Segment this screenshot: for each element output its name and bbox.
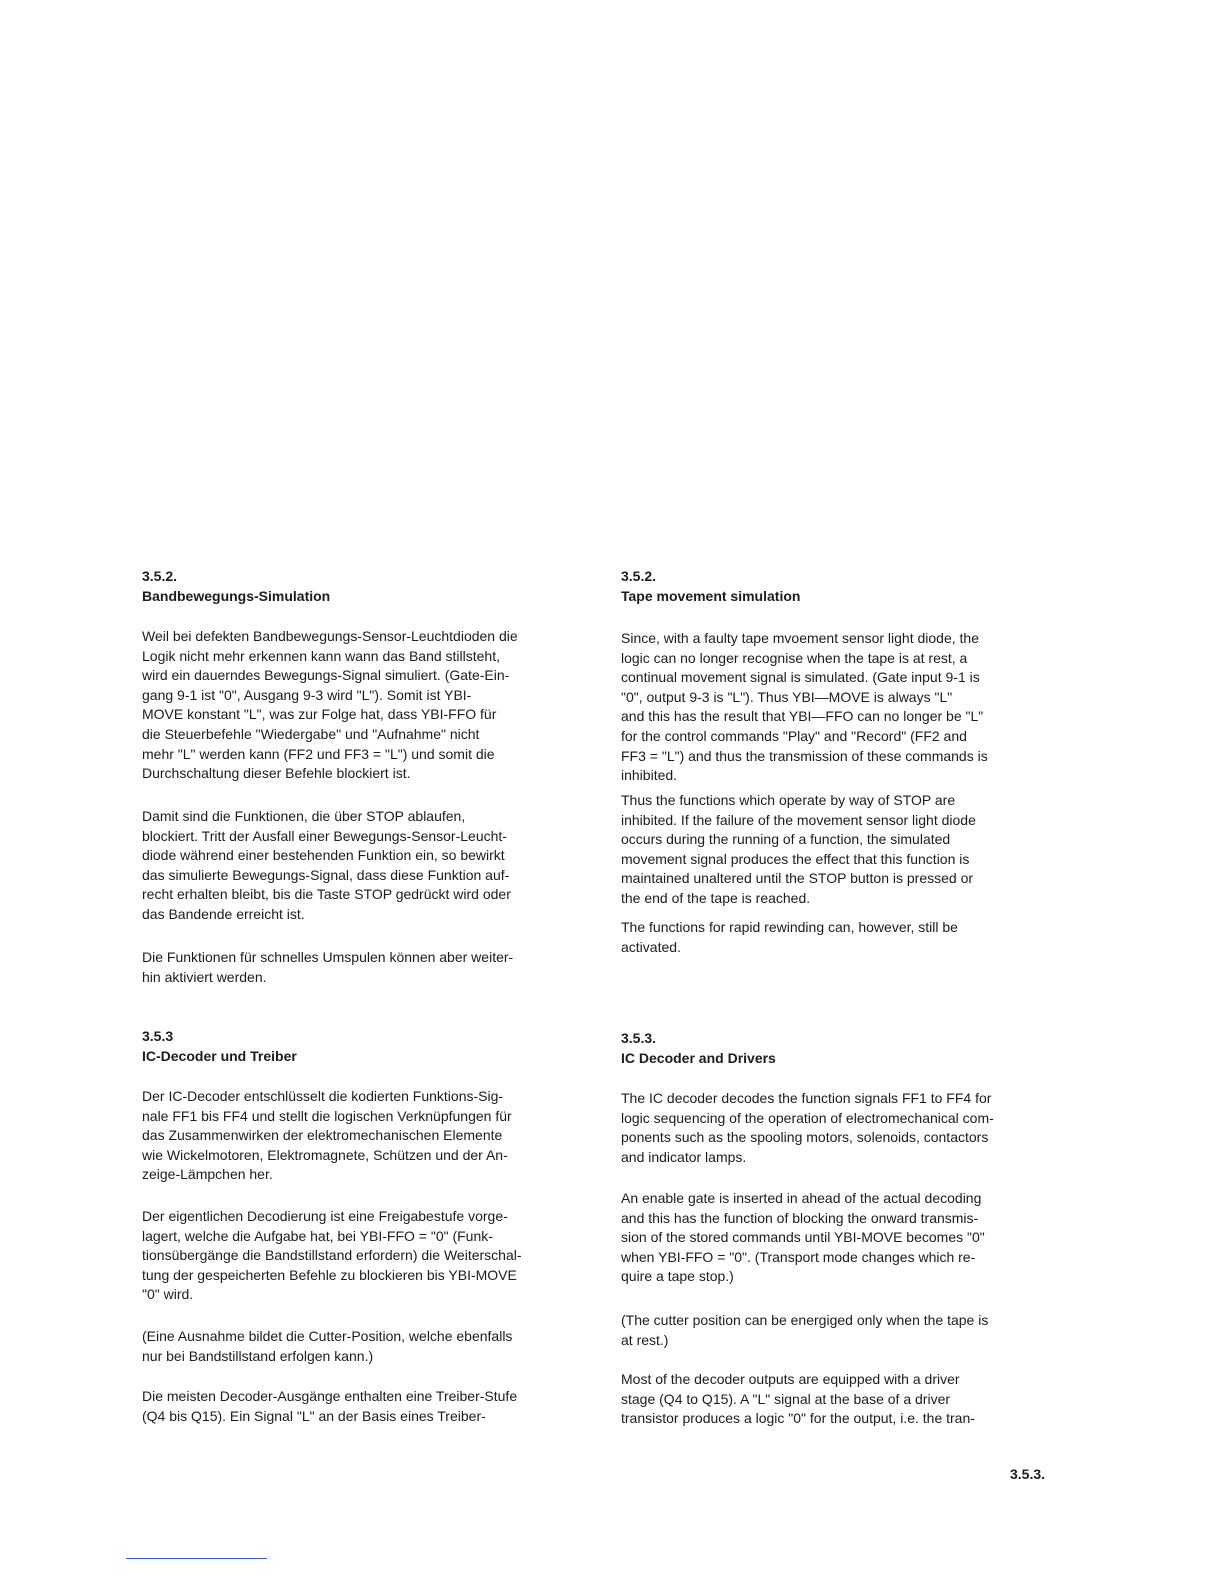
- left-352-para-1: [142, 627, 572, 784]
- right-353-para-3: [621, 1311, 1051, 1350]
- right-353-para-4: [621, 1370, 1051, 1429]
- paragraph: Damit sind die Funktionen, die über STOP ablaufen, blockiert. Tritt der Ausfall einer Bewegungs-Sensor-Leucht- diode während einer bestehenden Funktion ein, so bewirkt das simulierte Bewegungs-Signal, dass diese Funktion auf- recht erhalten bleibt, bis die Taste STOP gedrückt wird oder das Bandende erreicht ist.: [142, 808, 511, 922]
- left-352-para-3: [142, 948, 572, 987]
- paragraph: (The cutter position can be energiged only when the tape is at rest.): [621, 1312, 989, 1348]
- footnote-divider-line: [126, 1558, 267, 1559]
- page-section-reference: 3.5.3.: [1010, 1466, 1046, 1482]
- right-section-3-5-2: [621, 567, 1051, 605]
- section-number: 3.5.2.: [621, 568, 657, 584]
- paragraph: An enable gate is inserted in ahead of the actual decoding and this has the function of blocking the onward transmis- sion of the stored commands until YBI-MOVE becomes "0" when YBI-FFO = "0". (Transport mode changes which re- quire a tape stop.): [621, 1190, 985, 1285]
- paragraph: The functions for rapid rewinding can, however, still be activated.: [621, 919, 958, 955]
- paragraph: Die meisten Decoder-Ausgänge enthalten eine Treiber-Stufe (Q4 bis Q15). Ein Signal "L" an der Basis eines Treiber-: [142, 1388, 518, 1424]
- paragraph: Der IC-Decoder entschlüsselt die kodierten Funktions-Sig- nale FF1 bis FF4 und stellt die logischen Verknüpfungen für das Zusammenwirken der elektromechanischen Elemente wie Wickelmotoren, Elektromagnete, Schützen und der An- zeige-Lämpchen her.: [142, 1088, 512, 1183]
- left-352-para-2: [142, 807, 572, 925]
- section-title: Bandbewegungs-Simulation: [142, 588, 331, 604]
- paragraph: Der eigentlichen Decodierung ist eine Freigabestufe vorge- lagert, welche die Aufgabe hat, bei YBI-FFO = "0" (Funk- tionsübergänge die Bandstillstand erfordern) die Weiterschal- tung der gespeicherten Befehle zu blockieren bis YBI-MOVE "0" wird.: [142, 1208, 522, 1303]
- paragraph: Most of the decoder outputs are equipped with a driver stage (Q4 to Q15). A "L" signal at the base of a driver transistor produces a logic "0" for the output, i.e. the tran-: [621, 1371, 975, 1427]
- section-title: IC Decoder and Drivers: [621, 1050, 776, 1066]
- right-section-3-5-3: [621, 1029, 1051, 1067]
- paragraph: Thus the functions which operate by way of STOP are inhibited. If the failure of the movement sensor light diode occurs during the running of a function, the simulated movement signal produces the effect that this function is maintained unaltered until the STOP button is pressed or the end of the tape is reached.: [621, 792, 976, 906]
- paragraph: (Eine Ausnahme bildet die Cutter-Position, welche ebenfalls nur bei Bandstillstand erfolgen kann.): [142, 1328, 513, 1364]
- right-353-para-1: [621, 1089, 1051, 1167]
- section-number: 3.5.3: [142, 1028, 174, 1044]
- paragraph: Die Funktionen für schnelles Umspulen können aber weiter- hin aktiviert werden.: [142, 949, 514, 985]
- left-section-3-5-2: [142, 567, 572, 605]
- left-353-para-3: [142, 1327, 572, 1366]
- section-title: Tape movement simulation: [621, 588, 801, 604]
- right-352-para-3: [621, 918, 1051, 957]
- paragraph: Weil bei defekten Bandbewegungs-Sensor-Leuchtdioden die Logik nicht mehr erkennen kann wann das Band stillsteht, wird ein dauerndes Bewegungs-Signal simuliert. (Gate-Ein- gang 9-1 ist "0", Ausgang 9-3 wird "L"). Somit ist YBI- MOVE konstant "L", was zur Folge hat, dass YBI-FFO für die Steuerbefehle "Wiedergabe" und "Aufnahme" nicht mehr "L" werden kann (FF2 und FF3 = "L") und somit die Durchschaltung dieser Befehle blockiert ist.: [142, 628, 518, 782]
- left-353-para-2: [142, 1207, 572, 1305]
- right-353-para-2: [621, 1189, 1051, 1287]
- left-353-para-1: [142, 1087, 572, 1185]
- section-number: 3.5.3.: [621, 1030, 657, 1046]
- left-section-3-5-3: [142, 1027, 572, 1065]
- section-title: IC-Decoder und Treiber: [142, 1048, 297, 1064]
- left-353-para-4: [142, 1387, 572, 1426]
- right-352-para-1: [621, 629, 1051, 786]
- paragraph: The IC decoder decodes the function signals FF1 to FF4 for logic sequencing of the operation of electromechanical com- ponents such as the spooling motors, solenoids, contactors and indicator lamps.: [621, 1090, 994, 1165]
- section-number: 3.5.2.: [142, 568, 178, 584]
- right-352-para-2: [621, 791, 1051, 909]
- paragraph: Since, with a faulty tape mvoement sensor light diode, the logic can no longer recognise when the tape is at rest, a continual movement signal is simulated. (Gate input 9-1 is "0", output 9-3 is "L"). Thus YBI—MOVE is always "L" and this has the result that YBI—FFO can no longer be "L" for the control commands "Play" and "Record" (FF2 and FF3 = "L") and thus the transmission of these commands is inhibited.: [621, 630, 988, 784]
